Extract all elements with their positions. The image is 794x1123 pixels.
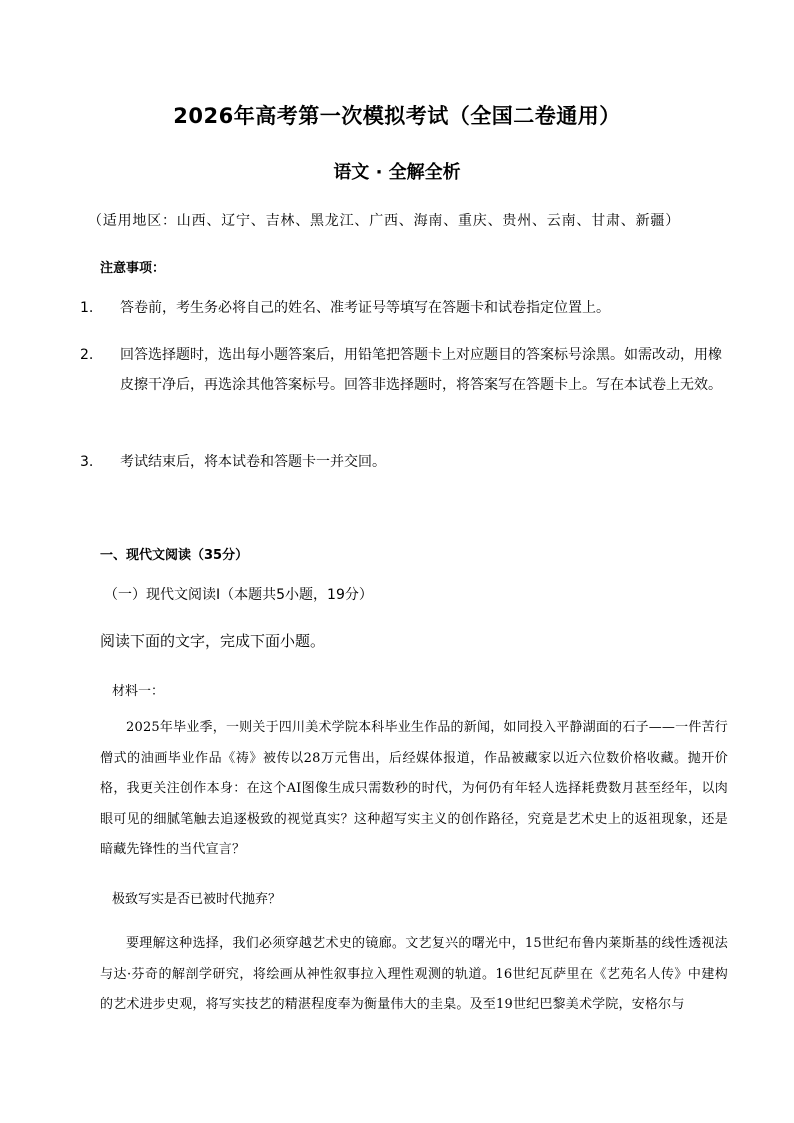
applicable-regions: （适用地区：山西、辽宁、吉林、黑龙江、广西、海南、重庆、贵州、云南、甘肃、新疆）	[88, 213, 680, 229]
subsection-heading: （一）现代文阅读Ⅰ（本题共5小题，19分）	[104, 587, 373, 603]
notice-item-number: 3.	[80, 454, 94, 470]
reading-instruction: 阅读下面的文字，完成下面小题。	[100, 632, 326, 650]
document-subtitle: 语文 · 全解全析	[333, 162, 461, 183]
notice-item-text: 答卷前，考生务必将自己的姓名、准考证号等填写在答题卡和试卷指定位置上。	[120, 300, 610, 316]
paragraph-heading: 极致写实是否已被时代抛弃？	[112, 892, 282, 907]
notice-heading: 注意事项：	[100, 261, 166, 276]
section-heading: 一、现代文阅读（35分）	[100, 548, 249, 563]
material-label: 材料一：	[112, 684, 165, 699]
notice-item-1	[80, 293, 724, 323]
paragraph-2: 要理解这种选择，我们必须穿越艺术史的镜廊。文艺复兴的曙光中，15世纪布鲁内莱斯基的线性透视法与达·芬奇的解剖学研究，将绘画从神性叙事拉入理性观测的轨道。16世纪瓦萨里在《艺苑名人传》中建构的艺术进步史观，将写实技艺的精湛程度奉为衡量伟大的圭臬。及至19世纪巴黎美术学院，安格尔与	[100, 936, 728, 1012]
notice-item-2	[80, 340, 724, 400]
notice-item-number: 2.	[80, 347, 94, 363]
notice-item-text: 考试结束后，将本试卷和答题卡一并交回。	[120, 454, 386, 470]
notice-item-number: 1.	[80, 300, 94, 316]
document-title: 2026年高考第一次模拟考试（全国二卷通用）	[173, 104, 621, 128]
notice-item-3	[80, 447, 724, 477]
notice-item-text: 回答选择题时，选出每小题答案后，用铅笔把答题卡上对应题目的答案标号涂黑。如需改动，用橡皮擦干净后，再选涂其他答案标号。回答非选择题时，将答案写在答题卡上。写在本试卷上无效。	[120, 347, 722, 393]
paragraph-1: 2025年毕业季，一则关于四川美术学院本科毕业生作品的新闻，如同投入平静湖面的石子——一件苦行僧式的油画毕业作品《祷》被传以28万元售出，后经媒体报道，作品被藏家以近六位数价格收藏。抛开价格，我更关注创作本身：在这个AI图像生成只需数秒的时代，为何仍有年轻人选择耗费数月甚至经年，以肉眼可见的细腻笔触去追逐极致的视觉真实？这种超写实主义的创作路径，究竟是艺术史上的返祖现象，还是暗藏先锋性的当代宣言？	[100, 720, 728, 857]
